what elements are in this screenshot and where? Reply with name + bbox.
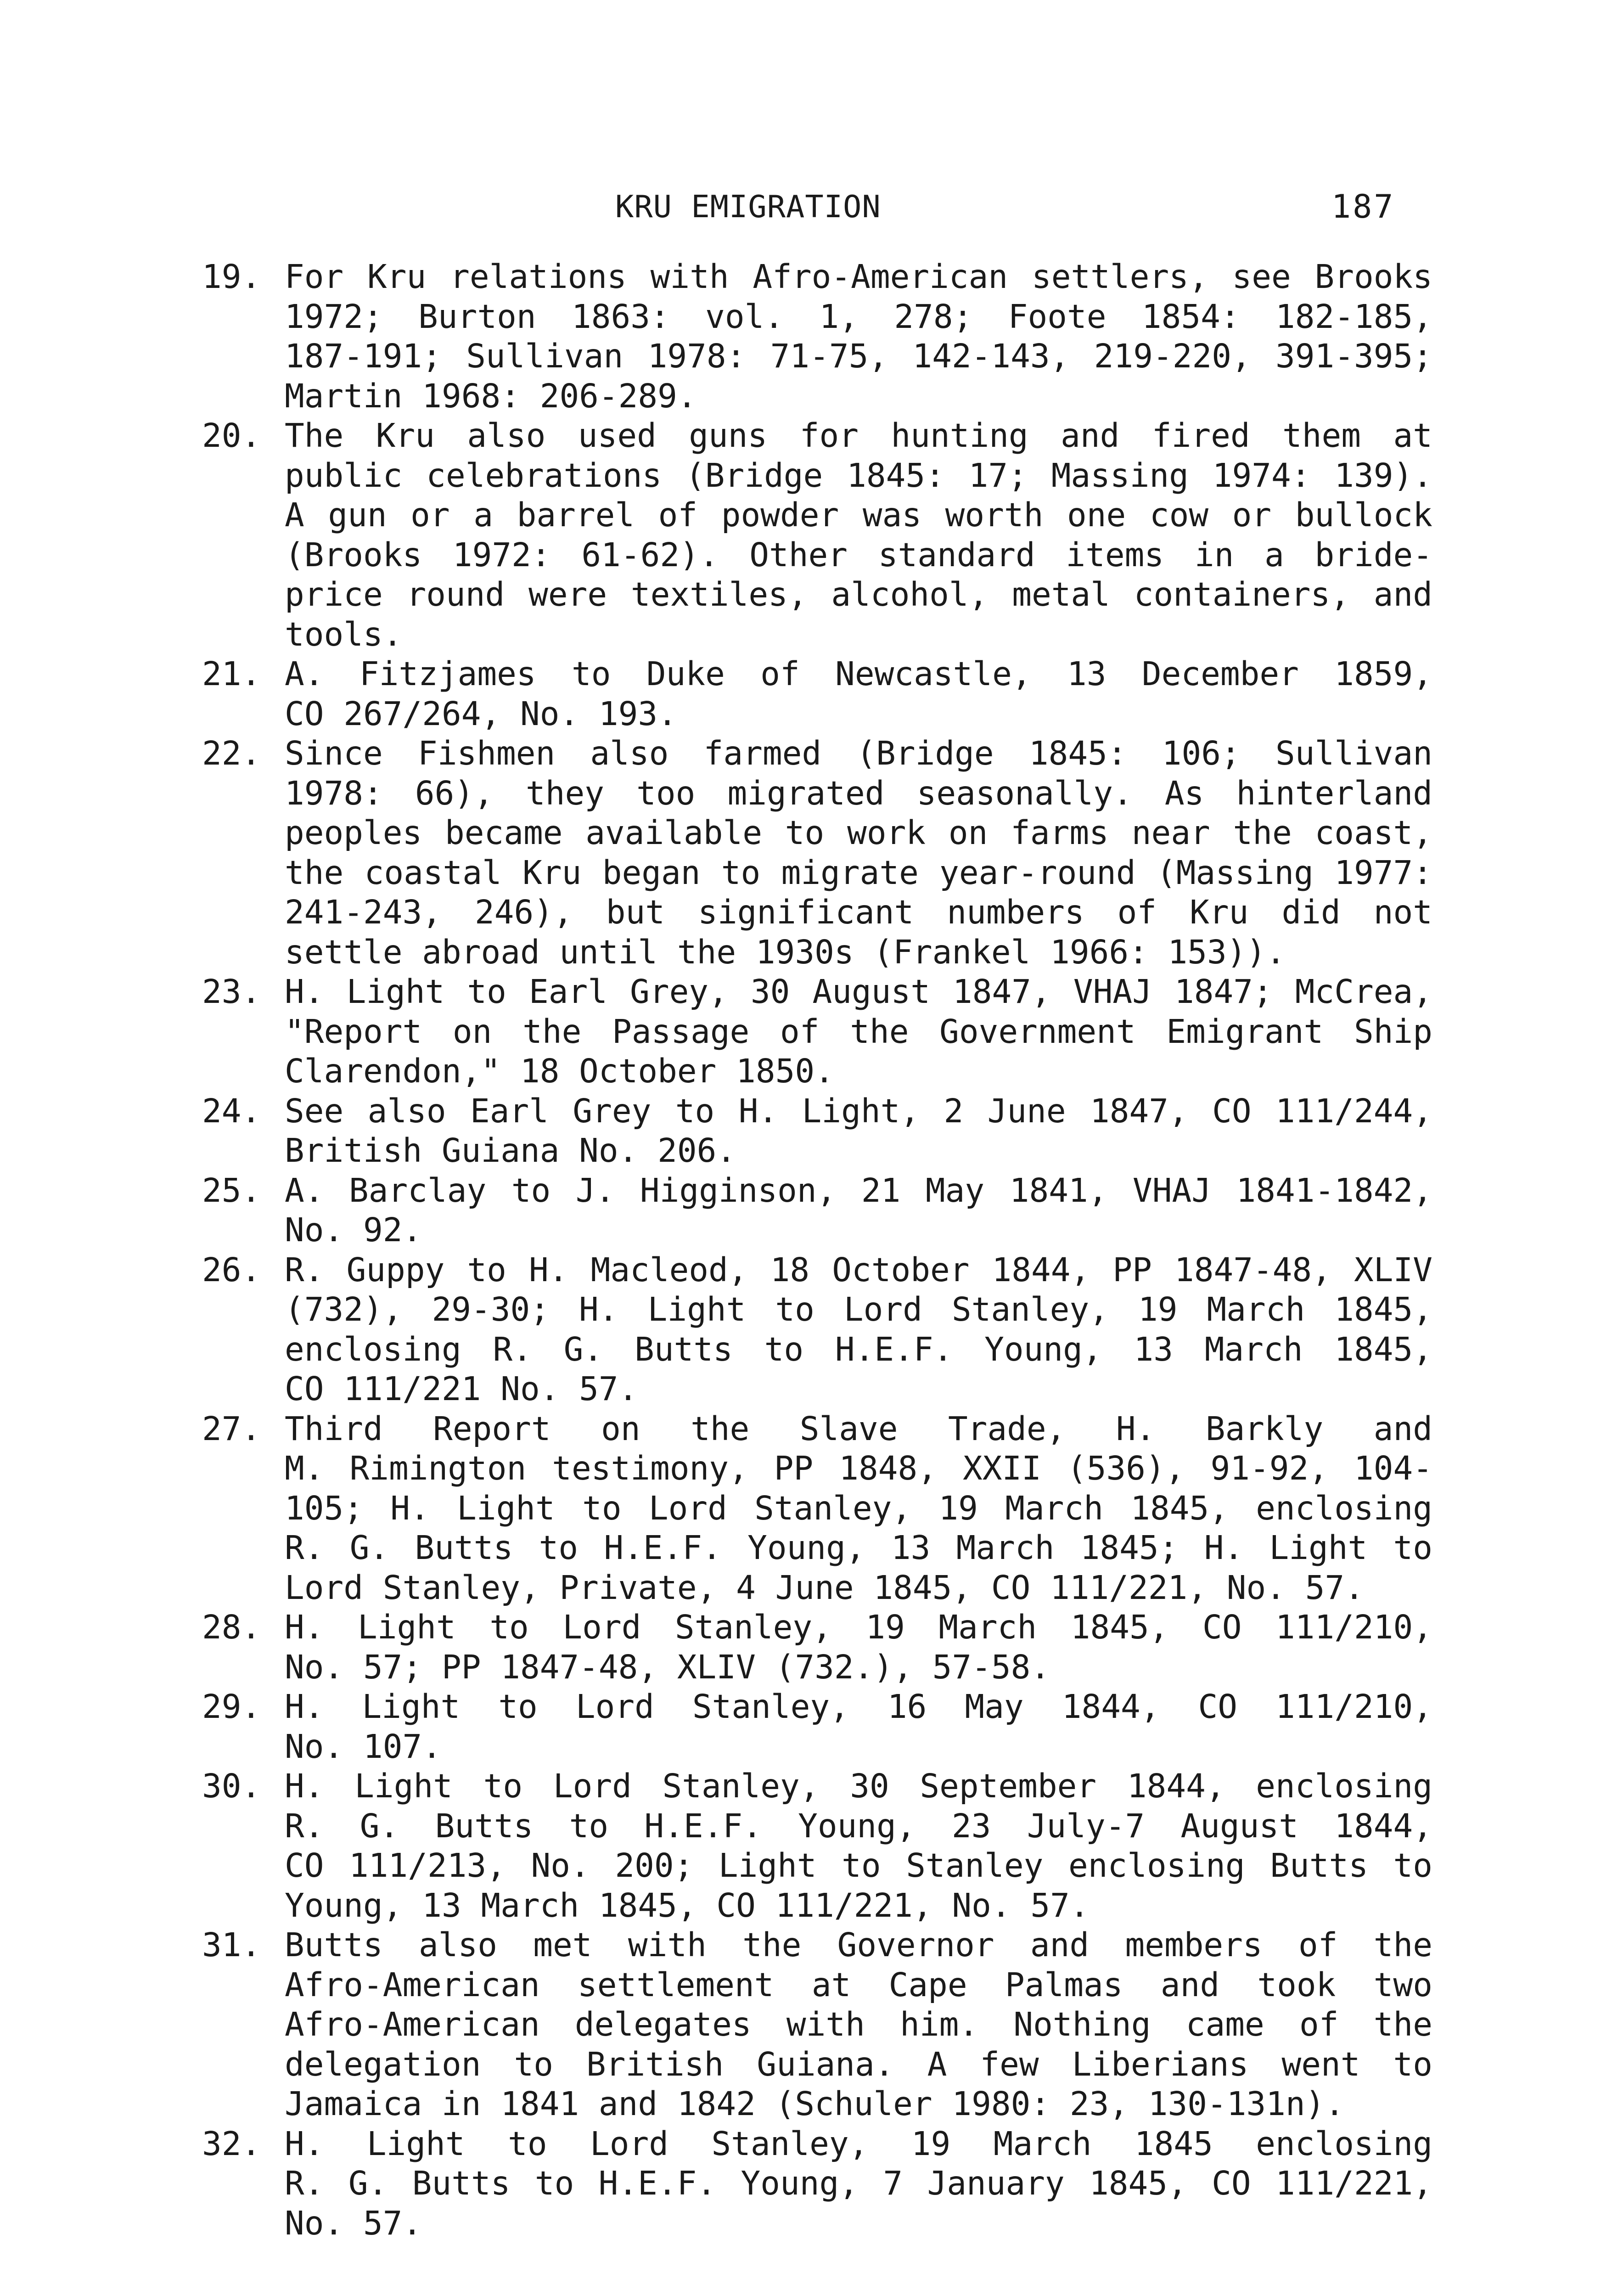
endnote-line: 1978: 66), they too migrated seasonally. As hinterland (285, 774, 1432, 812)
endnote-line: the coastal Kru began to migrate year-round (Massing 1977: (285, 853, 1432, 892)
endnote (202, 416, 1432, 654)
endnote (202, 734, 1432, 972)
endnote-number: 27. (202, 1409, 261, 1448)
endnote (202, 1925, 1432, 2124)
endnote-line: Since Fishmen also farmed (Bridge 1845: 106; Sullivan (285, 734, 1432, 772)
endnote-line: See also Earl Grey to H. Light, 2 June 1847, CO 111/244, (285, 1092, 1432, 1130)
endnote-line: CO 267/264, No. 193. (285, 694, 677, 733)
endnote (202, 654, 1432, 734)
endnote-line: enclosing R. G. Butts to H.E.F. Young, 13 March 1845, (285, 1330, 1432, 1368)
endnote-line: (Brooks 1972: 61-62). Other standard items in a bride- (285, 535, 1432, 574)
page-number: 187 (1331, 188, 1395, 225)
endnote-number: 22. (202, 734, 261, 772)
endnote-line: No. 57; PP 1847-48, XLIV (732.), 57-58. (285, 1648, 1050, 1686)
endnote-line: No. 57. (285, 2204, 422, 2242)
endnote (202, 257, 1432, 416)
endnote-line: 1972; Burton 1863: vol. 1, 278; Foote 1854: 182-185, (285, 297, 1432, 336)
endnote-number: 21. (202, 655, 261, 693)
endnote-number: 31. (202, 1926, 261, 1964)
endnote (202, 972, 1432, 1092)
endnote-line: Clarendon," 18 October 1850. (285, 1052, 834, 1090)
endnote-line: CO 111/213, No. 200; Light to Stanley enclosing Butts to (285, 1846, 1432, 1885)
endnote-number: 28. (202, 1608, 261, 1646)
endnote-number: 32. (202, 2124, 261, 2163)
endnote-line: H. Light to Lord Stanley, 19 March 1845, CO 111/210, (285, 1608, 1432, 1646)
endnote-line: Young, 13 March 1845, CO 111/221, No. 57. (285, 1886, 1090, 1925)
endnote-line: H. Light to Lord Stanley, 19 March 1845 enclosing (285, 2124, 1432, 2163)
endnote-line: CO 111/221 No. 57. (285, 1370, 638, 1408)
endnote-line: Jamaica in 1841 and 1842 (Schuler 1980: 23, 130-131n). (285, 2085, 1345, 2123)
endnote-line: H. Light to Earl Grey, 30 August 1847, VHAJ 1847; McCrea, (285, 973, 1432, 1011)
endnote-number: 19. (202, 258, 261, 296)
endnote (202, 1250, 1432, 1409)
endnote-line: price round were textiles, alcohol, metal containers, and (285, 575, 1432, 613)
endnote-line: R. G. Butts to H.E.F. Young, 7 January 1845, CO 111/221, (285, 2164, 1432, 2202)
endnote-line: peoples became available to work on farms near the coast, (285, 814, 1432, 852)
endnote-line: H. Light to Lord Stanley, 30 September 1844, enclosing (285, 1767, 1432, 1805)
endnote-line: (732), 29-30; H. Light to Lord Stanley, 19 March 1845, (285, 1290, 1432, 1328)
running-header (0, 181, 1612, 232)
endnote-line: R. G. Butts to H.E.F. Young, 13 March 1845; H. Light to (285, 1529, 1432, 1567)
endnote-line: The Kru also used guns for hunting and fired them at (285, 416, 1432, 455)
endnote (202, 1092, 1432, 1171)
endnote-number: 25. (202, 1171, 261, 1210)
endnote-line: delegation to British Guiana. A few Liberians went to (285, 2045, 1432, 2083)
endnote-number: 20. (202, 416, 261, 455)
endnote-line: tools. (285, 615, 403, 653)
endnote-line: Martin 1968: 206-289. (285, 377, 697, 415)
endnote-line: For Kru relations with Afro-American settlers, see Brooks (285, 258, 1432, 296)
endnote-line: A. Barclay to J. Higginson, 21 May 1841, VHAJ 1841-1842, (285, 1171, 1432, 1210)
endnote-line: Afro-American settlement at Cape Palmas and took two (285, 1965, 1432, 2004)
endnote-line: R. Guppy to H. Macleod, 18 October 1844, PP 1847-48, XLIV (285, 1250, 1432, 1289)
running-title: KRU EMIGRATION (615, 189, 881, 225)
endnote-line: No. 92. (285, 1211, 422, 1249)
endnote-line: H. Light to Lord Stanley, 16 May 1844, CO 111/210, (285, 1688, 1432, 1726)
endnote (202, 1171, 1432, 1250)
endnote-line: "Report on the Passage of the Government Emigrant Ship (285, 1012, 1432, 1051)
endnotes-list (202, 257, 1432, 2243)
endnote-line: 105; H. Light to Lord Stanley, 19 March 1845, enclosing (285, 1489, 1432, 1527)
endnote-number: 29. (202, 1688, 261, 1726)
endnote-line: A gun or a barrel of powder was worth one cow or bullock (285, 496, 1432, 534)
endnote-line: British Guiana No. 206. (285, 1131, 736, 1170)
endnote-number: 23. (202, 973, 261, 1011)
endnote-line: 241-243, 246), but significant numbers of Kru did not (285, 893, 1432, 931)
endnote-line: Third Report on the Slave Trade, H. Barkly and (285, 1409, 1432, 1448)
endnote-line: Lord Stanley, Private, 4 June 1845, CO 111/221, No. 57. (285, 1568, 1365, 1607)
endnote (202, 1687, 1432, 1767)
endnote-line: No. 107. (285, 1727, 442, 1766)
endnote-number: 26. (202, 1250, 261, 1289)
endnote-line: M. Rimington testimony, PP 1848, XXII (536), 91-92, 104- (285, 1449, 1432, 1487)
endnote (202, 1608, 1432, 1687)
endnote (202, 1409, 1432, 1608)
endnote (202, 1767, 1432, 1925)
endnote-line: Afro-American delegates with him. Nothing came of the (285, 2005, 1432, 2043)
endnote-number: 30. (202, 1767, 261, 1805)
endnote-line: R. G. Butts to H.E.F. Young, 23 July-7 August 1844, (285, 1806, 1432, 1845)
endnote-line: 187-191; Sullivan 1978: 71-75, 142-143, 219-220, 391-395; (285, 337, 1432, 375)
endnote-line: settle abroad until the 1930s (Frankel 1966: 153)). (285, 933, 1286, 971)
endnote (202, 2124, 1432, 2244)
endnote-number: 24. (202, 1092, 261, 1130)
endnote-line: A. Fitzjames to Duke of Newcastle, 13 December 1859, (285, 655, 1432, 693)
endnote-line: Butts also met with the Governor and members of the (285, 1926, 1432, 1964)
endnote-line: public celebrations (Bridge 1845: 17; Massing 1974: 139). (285, 456, 1432, 495)
